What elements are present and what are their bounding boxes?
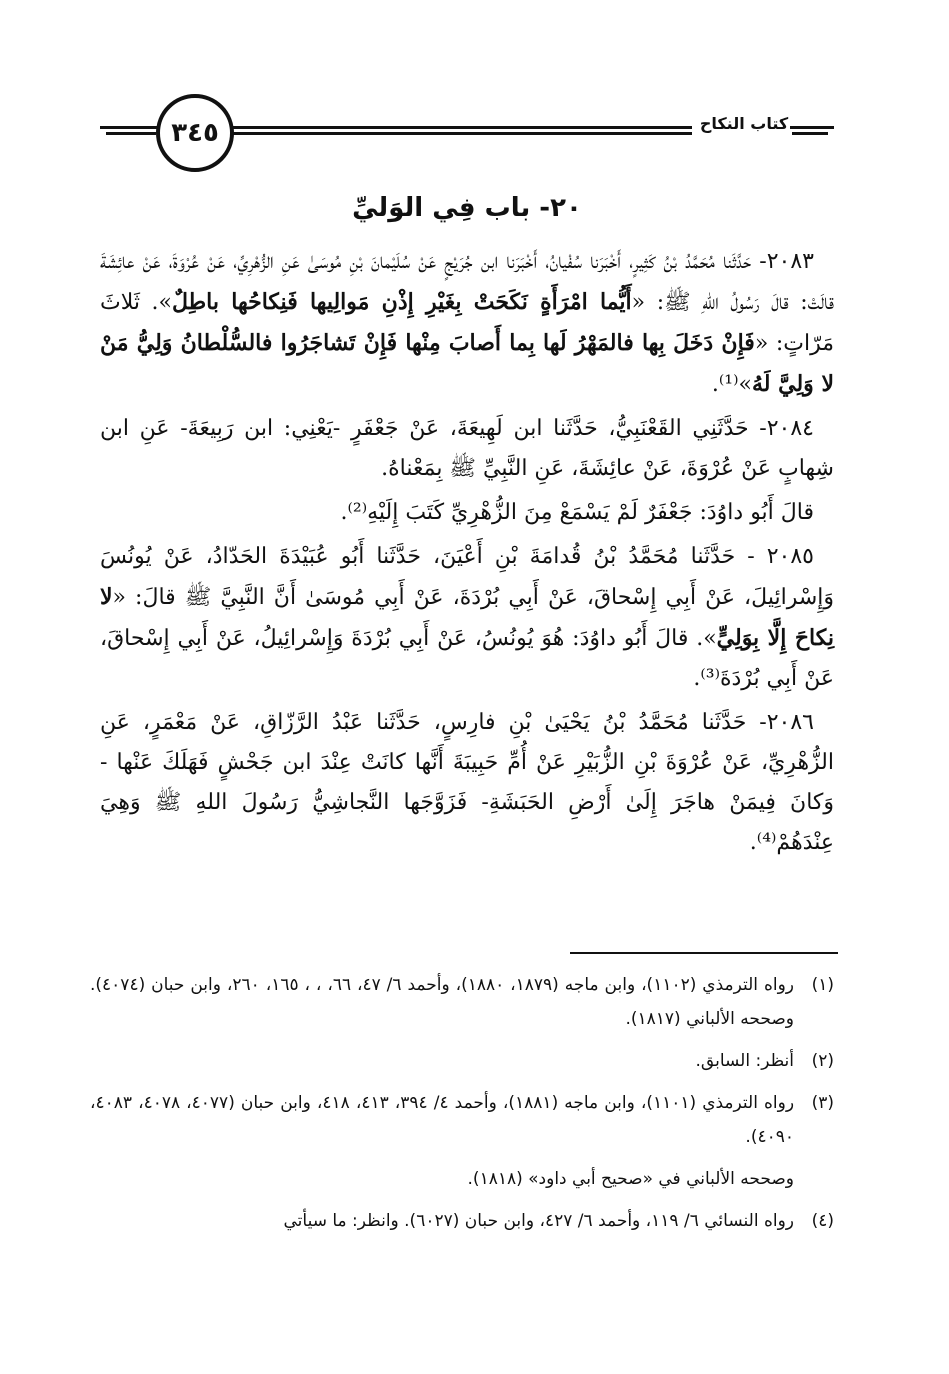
footnote-text: رواه النسائي ٦/ ١١٩، وأحمد ٦/ ٤٢٧، وابن حبان (٦٠٢٧). وانظر: ما سيأتي (283, 1211, 794, 1231)
hadith-2085 (100, 537, 834, 699)
footnote-item (90, 968, 834, 1036)
hadith-intro: ٢٠٨٥ - حَدَّثَنا مُحَمَّدُ بْنُ قُدامَةَ بْنِ أَعْيَنَ، حَدَّثَنا أَبُو عُبَيْدَةَ الحَدّادُ، عَنْ يُونُسَ وَإِسْرائِيلَ، عَنْ أَبِي إِسْحاقَ، عَنْ أَبِي بُرْدَةَ، عَنْ أَبِي مُوسَىٰ أَنَّ النَّبِيَّ ﷺ قالَ: « (100, 544, 834, 610)
main-text (100, 242, 834, 867)
footnote-number: (٤) (811, 1211, 834, 1231)
hadith-quote: لا نِكاحَ إِلَّا بِوَلِيٍّ (100, 584, 834, 651)
footnote-text: رواه الترمذي (١١٠١)، وابن ماجه (١٨٨١)، وأحمد ٤/ ٣٩٤، ٤١٣، ٤١٨، وابن حبان (٤٠٧٧، ٤٠٧٨، ٤٠٨٣، ٤٠٩٠). (90, 1093, 795, 1147)
footnote-text: رواه الترمذي (١١٠٢)، وابن ماجه (١٨٧٩، ١٨٨٠)، وأحمد ٦/ ٤٧، ٦٦، ، ، ١٦٥، ٢٦٠، وابن حبان (٤٠٧٤). وصححه الألباني (١٨١٧). (90, 975, 795, 1029)
footnote-number: (٣) (811, 1093, 834, 1113)
chapter-title: ٢٠- باب فِي الوَليِّ (352, 193, 582, 223)
hadith-2083 (100, 242, 834, 405)
header-rule (790, 126, 834, 129)
hadith-outro: »⁽¹⁾. (711, 372, 752, 397)
page-header (100, 92, 834, 172)
header-rule (230, 126, 692, 129)
header-rule (100, 126, 162, 129)
footnote-text: أنظر: السابق. (695, 1051, 794, 1071)
footnote-item (90, 1044, 834, 1078)
hadith-intro: ٢٠٨٣- حَدَّثَنا مُحَمَّدُ بْنُ كَثِيرٍ، أَخْبَرَنا سُفْيانُ، أَخْبَرَنا ابن جُرَيْجٍ عَنْ سُلَيْمانَ بْنِ مُوسَىٰ عَنِ الزُّهْرِيِّ، عَنْ عُرْوَةَ، عَنْ عائِشَةَ قالَتْ: قالَ رَسُولُ اللهِ ﷺ: « (100, 249, 834, 315)
abu-dawud-note: قالَ أَبُو داوُدَ: جَعْفَرٌ لَمْ يَسْمَعْ مِنَ الزُّهْرِيِّ كَتَبَ إِلَيْهِ⁽²⁾. (340, 500, 814, 525)
hadith-2086: ٢٠٨٦- حَدَّثَنا مُحَمَّدُ بْنُ يَحْيَىٰ بْنِ فارِسٍ، حَدَّثَنا عَبْدُ الرَّزّاقِ، عَنْ مَعْمَرٍ، عَنِ الزُّهْرِيِّ، عَنْ عُرْوَةَ بْنِ الزُّبَيْرِ عَنْ أُمِّ حَبِيبَةَ أَنَّها كانَتْ عِنْدَ ابن جَحْشٍ فَهَلَكَ عَنْها - وَكانَ فِيمَنْ هاجَرَ إِلَىٰ أَرْضِ الحَبَشَةِ- فَزَوَّجَها النَّجاشِيُّ رَسُولَ اللهِ ﷺ وَهِيَ عِنْدَهُمْ⁽⁴⁾. (100, 710, 834, 855)
footnotes (90, 968, 834, 1246)
hadith-2084: ٢٠٨٤- حَدَّثَنِي القَعْنَبِيُّ، حَدَّثَنا ابن لَهِيعَةَ، عَنْ جَعْفَرٍ -يَعْنِي: ابن رَبِيعَةَ- عَنِ ابن شِهابٍ عَنْ عُرْوَةَ، عَنْ عائِشَةَ، عَنِ النَّبِيِّ ﷺ بِمَعْناهُ. (100, 416, 834, 481)
footnote-continuation: وصححه الألباني في «صحيح أبي داود» (١٨١٨). (467, 1169, 794, 1189)
header-rule (106, 132, 156, 135)
hadith-mid: ». ثَلاثَ مَرّاتٍ: « (100, 290, 834, 356)
footnote-item (90, 1204, 834, 1238)
running-title: كتاب النكاح (699, 114, 789, 133)
hadith-outro: ». قالَ أَبُو داوُدَ: هُوَ يُونُسُ، عَنْ أَبِي بُرْدَةَ وَإِسْرائِيلُ، عَنْ أَبِي إِسْحاقَ، عَنْ أَبِي بُرْدَةَ⁽³⁾. (100, 626, 834, 691)
header-rule (792, 132, 828, 135)
footnote-number: (٢) (811, 1051, 834, 1071)
hadith-quote: فَإِنْ دَخَلَ بِها فالمَهْرُ لَها بِما أَصابَ مِنْها فَإِنْ تَشاجَرُوا فالسُّلْطانُ وَلِيُّ مَنْ لا وَلِيَّ لَهُ (100, 330, 834, 397)
footnote-item (90, 1086, 834, 1154)
header-rule (230, 132, 692, 135)
footnote-separator (570, 952, 838, 954)
page-number: ٣٤٥ (156, 94, 234, 172)
footnote-number: (١) (811, 975, 834, 995)
hadith-quote: أَيُّما امْرَأَةٍ نَكَحَتْ بِغَيْرِ إِذْنِ مَوالِيها فَنِكاحُها باطِلٌ (172, 289, 632, 315)
